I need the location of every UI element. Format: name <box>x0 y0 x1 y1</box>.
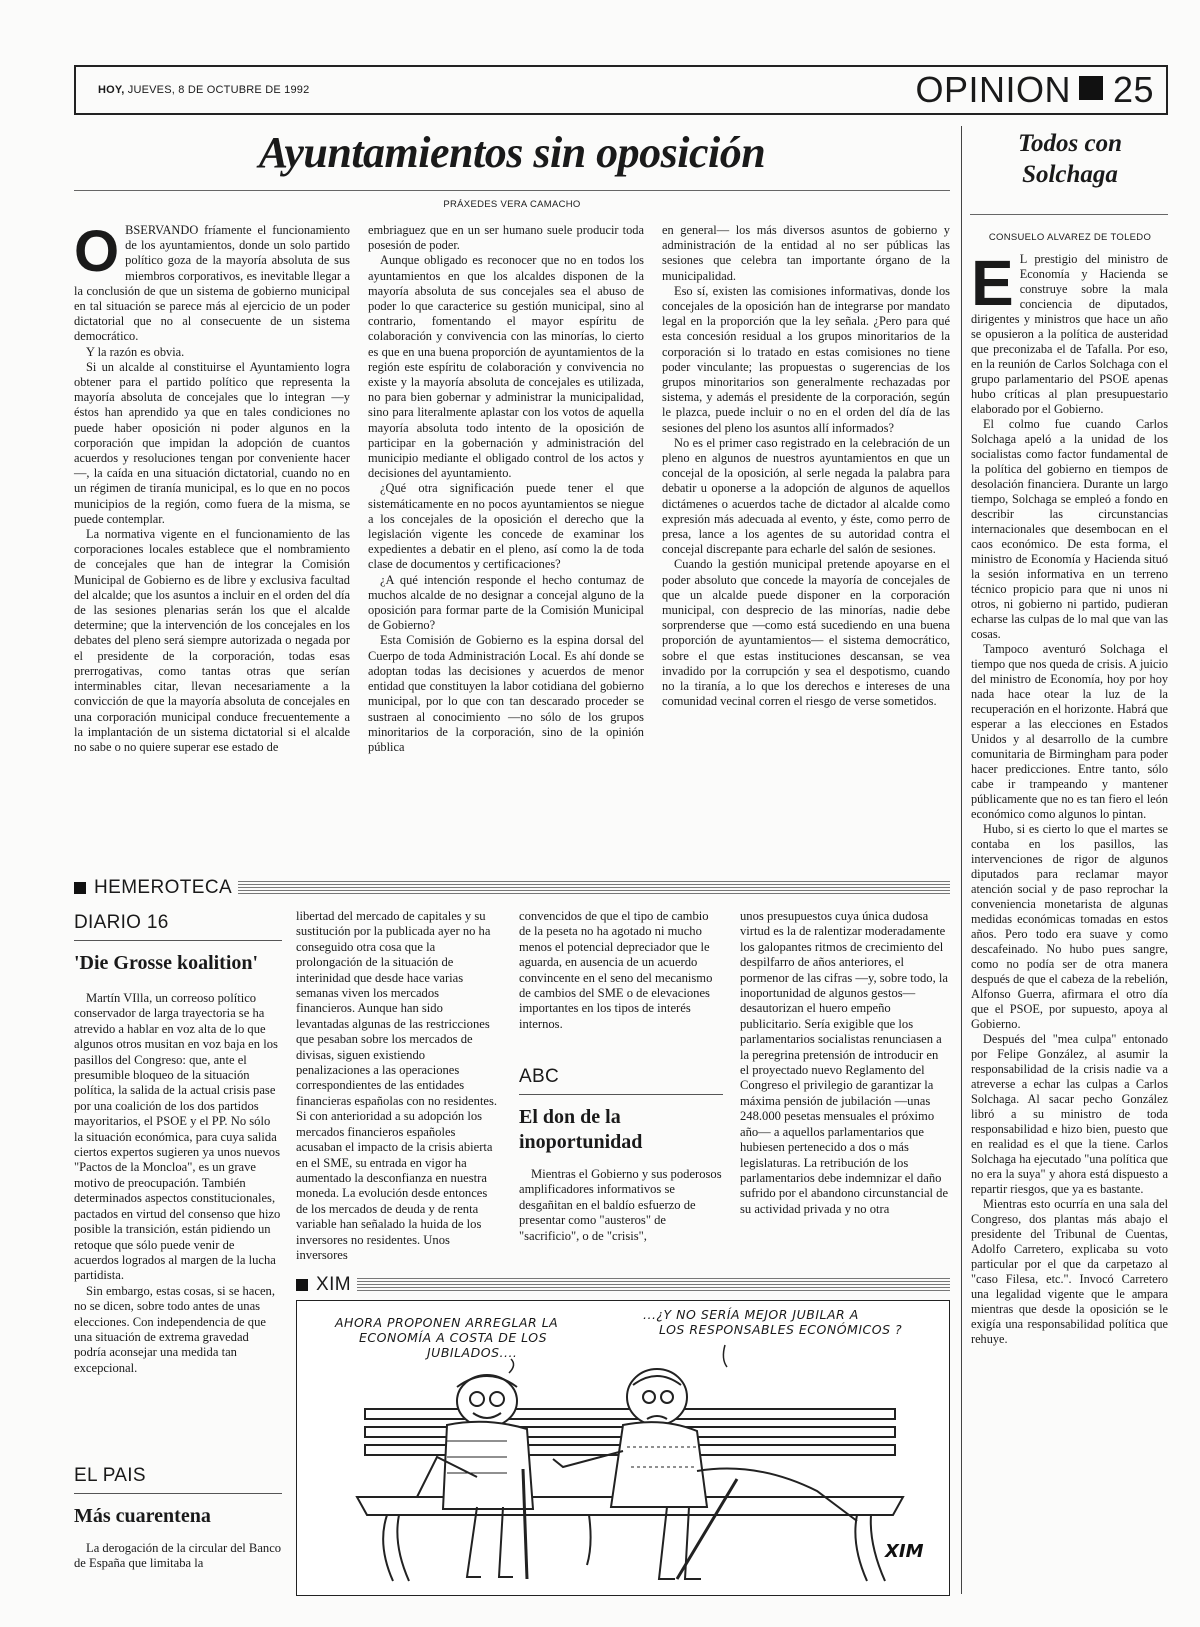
abc-title-line: inoportunidad <box>519 1131 643 1153</box>
hemeroteca-label: HEMEROTECA <box>94 877 233 898</box>
main-paragraph: embriaguez que en un ser humano suele producir toda posesión de poder. <box>368 223 644 253</box>
side-paragraph: Hubo, si es cierto lo que el martes se contaba en los pasillos, las intervenciones de rigor de algunos diputados para reclamar mayor atención social y de paso reprochar la conveniencia monetarista de algunas medidas económicas tomadas en estos años. Pero todo era suave y como descafeinado. No hubo pues sangre, como no podía ser de otra manera después de que el cabeza de la rebelión, Alfonso Guerra, afirmara el otro día que el PSOE, por supuesto, apoya al Gobierno. <box>971 822 1168 1031</box>
main-paragraph: Cuando la gestión municipal pretende apoyarse en el poder absoluto que concede la mayoría de concejales de que un alcalde puede disponer en la corporación municipal, con desprecio de las minorías, nadie debe sorprenderse que —como está sucediendo en una buena proporción de ayuntamientos— el sistema democrático, sobre el que estas instituciones descansan, se vea invadido por la corrupción y sea el despotismo, cuando no la tiranía, a lo que los derechos e intereses de una comunidad vecinal corren el riesgo de verse sometidos. <box>662 557 950 709</box>
old-man-left-icon <box>417 1375 533 1579</box>
speech-line: AHORA PROPONEN ARREGLAR LA <box>335 1315 559 1330</box>
cartoon-signature: XIM <box>885 1541 924 1562</box>
cartoon-panel <box>296 1300 950 1596</box>
side-dropcap: E <box>971 247 1014 319</box>
cartoon-drawing <box>297 1301 948 1594</box>
speech-line: LOS RESPONSABLES ECONÓMICOS ? <box>659 1322 903 1337</box>
paper-rule <box>74 940 282 941</box>
elpais-name: EL PAIS <box>74 1465 146 1486</box>
side-paragraph: Después del "mea culpa" entonado por Felipe González, al asumir la responsabilidad de la crisis nadie va a atreverse a echar las culpas a Carlos Solchaga. Al sacar pecho González libró a su ministro de toda responsabilidad e hizo bien, puesto que en realidad es el que la tiene. Carlos Solchaga ha ejecutado "una política que no era la suya" y ahora está dispuesto a repartir riesgos, que ya es bastante. <box>971 1032 1168 1196</box>
main-dropcap: O <box>74 219 120 284</box>
hemeroteca-paragraph: Mientras el Gobierno y sus poderosos amplificadores informativos se desgañitan en el baldío esfuerzo de presentar como "austeros" de "sacrificio", o de "crisis", <box>519 1167 722 1243</box>
cartoon-label: XIM <box>316 1274 351 1295</box>
hemeroteca-paragraph: Sin embargo, estas cosas, si se hacen, no se dicen, sobre todo antes de unas elecciones. Con independencia de que una situación de extrema gravedad podría aconsejar una medida tan excepcional. <box>74 1283 275 1375</box>
side-title-line: Solchaga <box>1022 161 1118 188</box>
heading-hatch-rule <box>357 1278 950 1292</box>
diario16-title: 'Die Grosse koalition' <box>74 952 259 974</box>
main-paragraph: ¿A qué intención responde el hecho contumaz de muchos alcalde de no designar a concejal alguno de la oposición para formar parte de la Comisión Municipal de Gobierno? <box>368 572 644 633</box>
bench-leg-icon <box>383 1515 409 1581</box>
section-name: OPINION <box>915 69 1071 110</box>
hemeroteca-paragraph: convencidos de que el tipo de cambio de la peseta no ha agotado ni mucho menos el potencial depreciador que le aguarda, en ausencia de un acuerdo convincente en el seno del mecanismo de cambios del SME o de elevaciones importantes en los tipos de interés internos. <box>519 909 713 1031</box>
abc-block <box>519 1066 723 1244</box>
elpais-block <box>74 1465 282 1572</box>
hemeroteca-paragraph: Martín VIlla, un correoso político conservador de larga trayectoria se ha atrevido a hablar en voz alta de lo que algunos otros musitan en voz baja en los pasillos del Congreso: que, ante el presumible bloqueo de la situación política, la salida de la actual crisis pase por una coalición de los dos partidos mayoritarios, el PSOE y el PP. No sólo la situación económica, para cuya salida ciertos expertos sugieren ya unos nuevos "Pactos de la Moncloa", es un grave motivo de preocupación. También determinados aspectos constitucionales, pactados en virtud del consenso que hizo posible la transición, están pidiendo un retoque que sólo puede venir de acuerdos logrados al margen de la lucha partidista. <box>74 991 281 1283</box>
side-byline: CONSUELO ALVAREZ DE TOLEDO <box>988 232 1152 243</box>
main-paragraph: ¿Qué otra significación puede tener el que sistemáticamente en no pocos ayuntamientos se niegue a los concejales de la oposición el derecho que la legislación vigente les concede de examinar los expedientes a debatir en el pleno, así como la de toda clase de documentos y certificaciones? <box>368 481 644 572</box>
main-paragraph: Eso sí, existen las comisiones informativas, donde los concejales de la oposición han de integrarse por mandato legal en la proporción que la ley señala. ¿Pero para qué esta concesión residual a los grupos minoritarios de la corporación si lo tratado en estas comisiones no tiene poder vinculante; las propuestas o sugerencias de los grupos minoritarios son generalmente rechazadas por sistema, y además el presidente de la corporación, según le plazca, puede incluir o no en el orden del día de las sesiones del pleno los asuntos allí informados? <box>662 283 950 435</box>
speech-line: ECONOMÍA A COSTA DE LOS <box>359 1330 548 1345</box>
title-rule <box>74 190 950 191</box>
abc-title <box>519 1105 723 1155</box>
speech-line: ...¿Y NO SERÍA MEJOR JUBILAR A <box>643 1307 859 1322</box>
abc-title-line: El don de la <box>519 1106 621 1128</box>
main-paragraph: Si un alcalde al constituirse el Ayuntamiento logra obtener para el partido político que representa la mayoría absoluta de concejales que lo integran —y éstos han aprendido ya que en tales condiciones no puede haber oposición ni poder algunos en la corporación que impidan la adopción de cuantos acuerdos y resoluciones tengan por conveniente hacer—, la caída en una situación dictatorial, cuando no en un régimen de tiranía municipal, es lo que en no pocos municipios de la región, como fuera de la misma, se puede contemplar. <box>74 359 350 526</box>
newspaper-name: HOY, <box>98 84 125 96</box>
square-separator-icon <box>1079 76 1103 100</box>
main-byline: PRÁXEDES VERA CAMACHO <box>443 199 581 210</box>
abc-continuation <box>740 909 950 1217</box>
heading-hatch-rule <box>238 881 950 895</box>
main-column-2 <box>368 223 644 755</box>
main-paragraph: Esta Comisión de Gobierno es la espina dorsal del Cuerpo de toda Administración Local. Es ahí donde se adoptan todas las decisiones y acuerdos de menor entidad que constituyen la labor cotidiana del gobierno municipal, por lo que con tan descarado proceder se sustraen al conocimiento —no sólo de los grupos minoritarios de la corporación, sino de la opinión pública <box>368 633 644 754</box>
elpais-continuation <box>296 909 498 1263</box>
section-bullet-icon <box>74 882 86 894</box>
abc-text <box>519 1167 723 1244</box>
diario16-text <box>74 991 282 1376</box>
abc-name: ABC <box>519 1066 559 1087</box>
main-article-title: Ayuntamientos sin oposición <box>258 128 766 177</box>
hemeroteca-paragraph: libertad del mercado de capitales y su sustitución por la publicada ayer no ha conseguido otra cosa que la prolongación de la situación de interinidad que desde hace varias semanas viven los mercados financieros. Aunque han sido levantadas algunas de las restricciones que pesaban sobre los mercados de divisas, siguen existiendo penalizaciones a las operaciones correspondientes de las entidades financieras españolas con no residentes. Si con anterioridad a su adopción los mercados financieros españoles acusaban el impacto de la crisis abierta en el SME, su entrada en vigor ha aumentado la desconfianza en nuestra moneda. La evolución desde entonces de los mercados de deuda y de renta variable han señalado la huida de los inversores no residentes. Unos inversores <box>296 909 498 1262</box>
main-paragraph: Aunque obligado es reconocer que no en todos los ayuntamientos en que los alcaldes disponen de la mayoría absoluta de sus concejales sea el abuso de poder lo que caracterice su gestión municipal, sino al contrario, fomentando el mayor espíritu de colaboración y convivencia con las minorías, lo cierto es que en una buena proporción de ayuntamientos de la región este espíritu de colaboración y convivencia no existe y la mayoría absoluta de concejales es utilizada, no para bien gobernar y administrar la municipalidad, sino para literalmente aplastar con los votos de aquella mayoría absoluta todo intento de la oposición de participar en la gobernación y administración del municipio mediante el obligado control de los actos y decisiones del ayuntamiento. <box>368 253 644 481</box>
paper-rule <box>519 1094 723 1095</box>
side-column-text <box>971 247 1168 1347</box>
cartoon-heading <box>296 1274 950 1296</box>
main-paragraph: en general— los más diversos asuntos de gobierno y administración de la entidad al no ser públicas las sesiones que celebra tan importante órgano de la municipalidad. <box>662 223 950 283</box>
main-paragraph: La normativa vigente en el funcionamiento de las corporaciones locales establece que el nombramiento de concejales que han de integrar la Comisión Municipal de Gobierno es de libre y exclusiva facultad del alcalde; que los asuntos a incluir en el orden del día de las sesiones plenarias serán los que el alcalde determine; que la intervención de los concejales en los debates del pleno será siempre autorizada o negada por el presidente de la corporación, todas esas prerrogativas, como tantas otras que serían interminables citar, llevan necesariamente a la convicción de que la mayoría absoluta de concejales en una corporación municipal conduce frecuentemente a la implantación de un sistema dictatorial si el alcalde no sabe o no quiere superar ese estado de <box>74 527 350 754</box>
hemeroteca-heading <box>74 877 950 899</box>
side-paragraph: Tampoco aventuró Solchaga el tiempo que nos queda de crisis. A juicio del ministro de Economía, hoy por hoy nada hace otear la luz de la recuperación en el horizonte. Habrá que esperar a las elecciones en Estados Unidos y al desarrollo de la cumbre comunitaria de Birmingham para poder hacer predicciones. Entre tanto, sólo cabe ir trampeando y mantener públicamente que no es tan fiero el león económico como algunos lo pintan. <box>971 642 1168 821</box>
page-number: 25 <box>1112 69 1154 110</box>
speech-tail-icon <box>509 1359 514 1373</box>
main-column-3 <box>662 223 950 710</box>
page-header <box>74 65 1168 115</box>
side-column-divider <box>961 126 962 1594</box>
side-paragraph: Mientras esto ocurría en una sala del Congreso, dos plantas más abajo el presidente del Tribunal de Cuentas, Adolfo Carretero, explicaba su voto particular por el que da carpetazo al "caso Filesa, etc.". Invocó Carretero una legalidad vigente que le ampara mientras que desde la oposición se le exigía una responsabilidad política que rehuye. <box>971 1197 1168 1346</box>
side-title-line: Todos con <box>1018 130 1122 157</box>
main-column-1 <box>74 219 350 755</box>
hemeroteca-paragraph: unos presupuestos cuya única dudosa virtud es la de ralentizar moderadamente los galopantes ritmos de crecimiento del despilfarro de años anteriores, el pormenor de las cifras —y, sobre todo, la inoportunidad de algunos gestos— desautorizan el huero empeño publicitario. Sería exigible que los parlamentarios socialistas renunciasen a la peregrina pretensión de introducir en el proyectado nuevo Reglamento del Congreso el privilegio de garantizar la máxima pensión de jubilación —unas 248.000 pesetas mensuales el próximo año— a aquellos parlamentarios que hubiesen pertenecido a dos o más legislaturas. La retribución de los parlamentarios debe indemnizar el daño sufrido por el abandono circunstancial de su actividad privada y no otra <box>740 909 949 1216</box>
speech-line: JUBILADOS.... <box>427 1345 518 1360</box>
main-paragraph: No es el primer caso registrado en la celebración de un pleno en algunos de nuestros ayuntamientos en que un concejal de la oposición, al serle negada la palabra para debatir u oponerse a la adopción de algunos de aquellos dictámenes o acuerdos tache de dictador al alcalde como expresión más adecuada al evento, y éste, como perro de presa, lance a los agentes de su autoridad contra el concejal discrepante para echarle del salón de sesiones. <box>662 435 950 557</box>
diario16-block <box>74 912 282 1376</box>
hemeroteca-paragraph: La derogación de la circular del Banco de España que limitaba la <box>74 1541 282 1571</box>
issue-date: JUEVES, 8 DE OCTUBRE DE 1992 <box>127 84 310 96</box>
elpais-text <box>74 1541 282 1572</box>
side-paragraph: L prestigio del ministro de Economía y Hacienda se construye sobre la mala conciencia de diputados, dirigentes y ministros que hace un año se opusieron a la política de austeridad que preconizaba el de Tafalla. Por eso, en la reunión de Carlos Solchaga con el grupo parlamentario del PSOE apenas hubo críticas al plan presupuestario elaborado por el Gobierno. <box>971 252 1168 416</box>
side-paragraph: El colmo fue cuando Carlos Solchaga apeló a la unidad de los socialistas como factor fundamental de la política del gobierno en tiempos de desolación financiera. Durante un largo tiempo, Solchaga se empleó a fondo en describir las circunstancias internacionales que desembocan en el caos económico. De esta forma, el ministro de Economía y Hacienda situó la sesión informativa en un terreno técnico propicio para que ni unos ni otros, ni gobierno ni partido, pudieran echarse las culpas de lo mal que van las cosas. <box>971 417 1168 641</box>
section-bullet-icon <box>296 1279 308 1291</box>
old-man-right-icon <box>553 1369 857 1579</box>
section-label <box>915 70 1154 110</box>
side-article-title <box>973 128 1167 190</box>
elpais-title: Más cuarentena <box>74 1505 211 1527</box>
main-paragraph: Y la razón es obvia. <box>86 344 185 359</box>
paper-rule <box>74 1493 282 1494</box>
header-dateline <box>98 84 309 96</box>
diario16-name: DIARIO 16 <box>74 912 169 933</box>
main-paragraph: BSERVANDO fríamente el funcionamiento de los ayuntamientos, donde un solo partido político goza de la mayoría absoluta de sus miembros corporativos, es inevitable llegar a la conclusión de que un sistema de gobierno municipal en tal situación se parece más al ejercicio de un poder dictatorial que no al consecuente de un sistema democrático. <box>74 223 350 344</box>
elpais-continuation-2 <box>519 909 723 1032</box>
speech-tail-icon <box>723 1345 727 1367</box>
side-title-rule <box>970 214 1168 215</box>
